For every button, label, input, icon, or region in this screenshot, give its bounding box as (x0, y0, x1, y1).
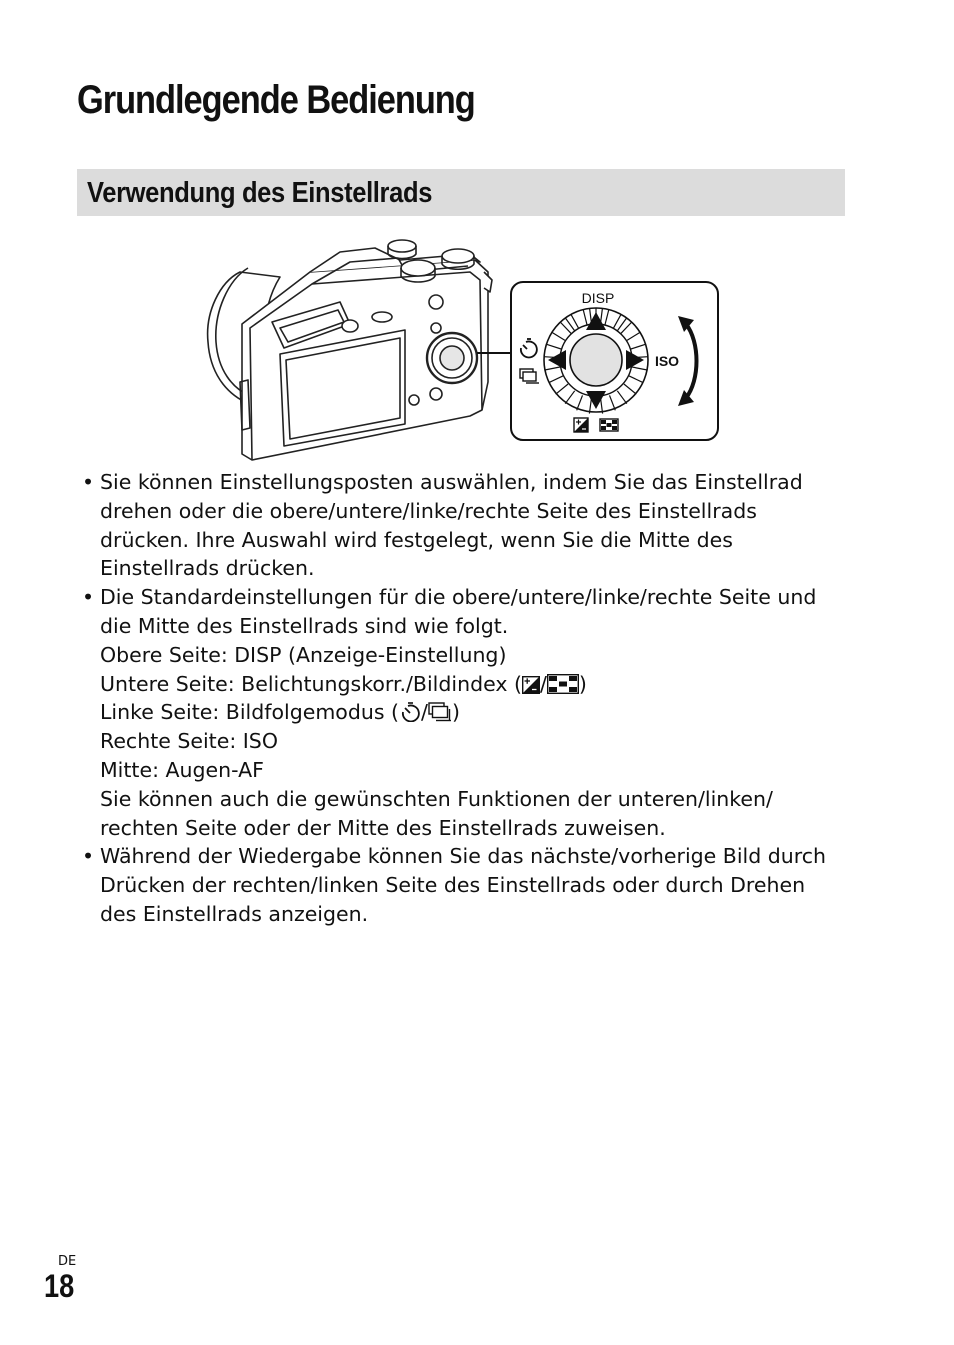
camera-illustration (200, 232, 725, 464)
image-index-icon (600, 419, 618, 431)
self-timer-icon (399, 702, 421, 722)
section-title: Verwendung des Einstellrads (87, 177, 433, 209)
bottom-side-line: Untere Seite: Belichtungskorr./Bildindex ( / ) (100, 671, 587, 696)
control-wheel-diagram (544, 308, 648, 414)
page-title: Grundlegende Bedienung (77, 78, 475, 122)
left-side-line: Linke Seite: Bildfolgemodus ( / ) (100, 700, 460, 725)
disp-label: DISP (581, 290, 615, 306)
list-item: • Während der Wiedergabe können Sie das nächste/vorherige Bild durch Drücken der rechten/linken Seite des Einstellrads oder durch Drehen des Einstellrads anzeigen. (80, 842, 850, 928)
page-number: 18 (44, 1268, 75, 1304)
image-index-icon (547, 674, 579, 694)
list-item: • Sie können Einstellungsposten auswählen, indem Sie das Einstellrad drehen oder die obere/untere/linke/rechte Seite des Einstellrads drücken. Ihre Auswahl wird festgelegt, wenn Sie die Mitte des Einstellrads drücken. (80, 468, 850, 583)
exposure-compensation-icon (574, 418, 588, 432)
exposure-compensation-icon (522, 676, 540, 694)
camera-body-drawing (208, 240, 492, 460)
instruction-list (80, 468, 850, 929)
section-header (77, 169, 845, 216)
page-language: DE (58, 1254, 77, 1269)
list-item: • Die Standardeinstellungen für die obere/untere/linke/rechte Seite und die Mitte des Einstellrads sind wie folgt. Obere Seite: DISP (Anzeige-Einstellung) Untere Seite: Belichtungskorr./Bildindex ( / ) Linke Seite: Bildfolgemodus ( / ) Rechte Seite: ISO Mitte: Augen-AF Sie können auch die gewünschten Funktionen der unteren/linken/ rechten Seite oder der Mitte des Einstellrads zuweisen. (80, 583, 850, 842)
continuous-shooting-icon (428, 702, 452, 722)
iso-label: ISO (654, 353, 680, 369)
